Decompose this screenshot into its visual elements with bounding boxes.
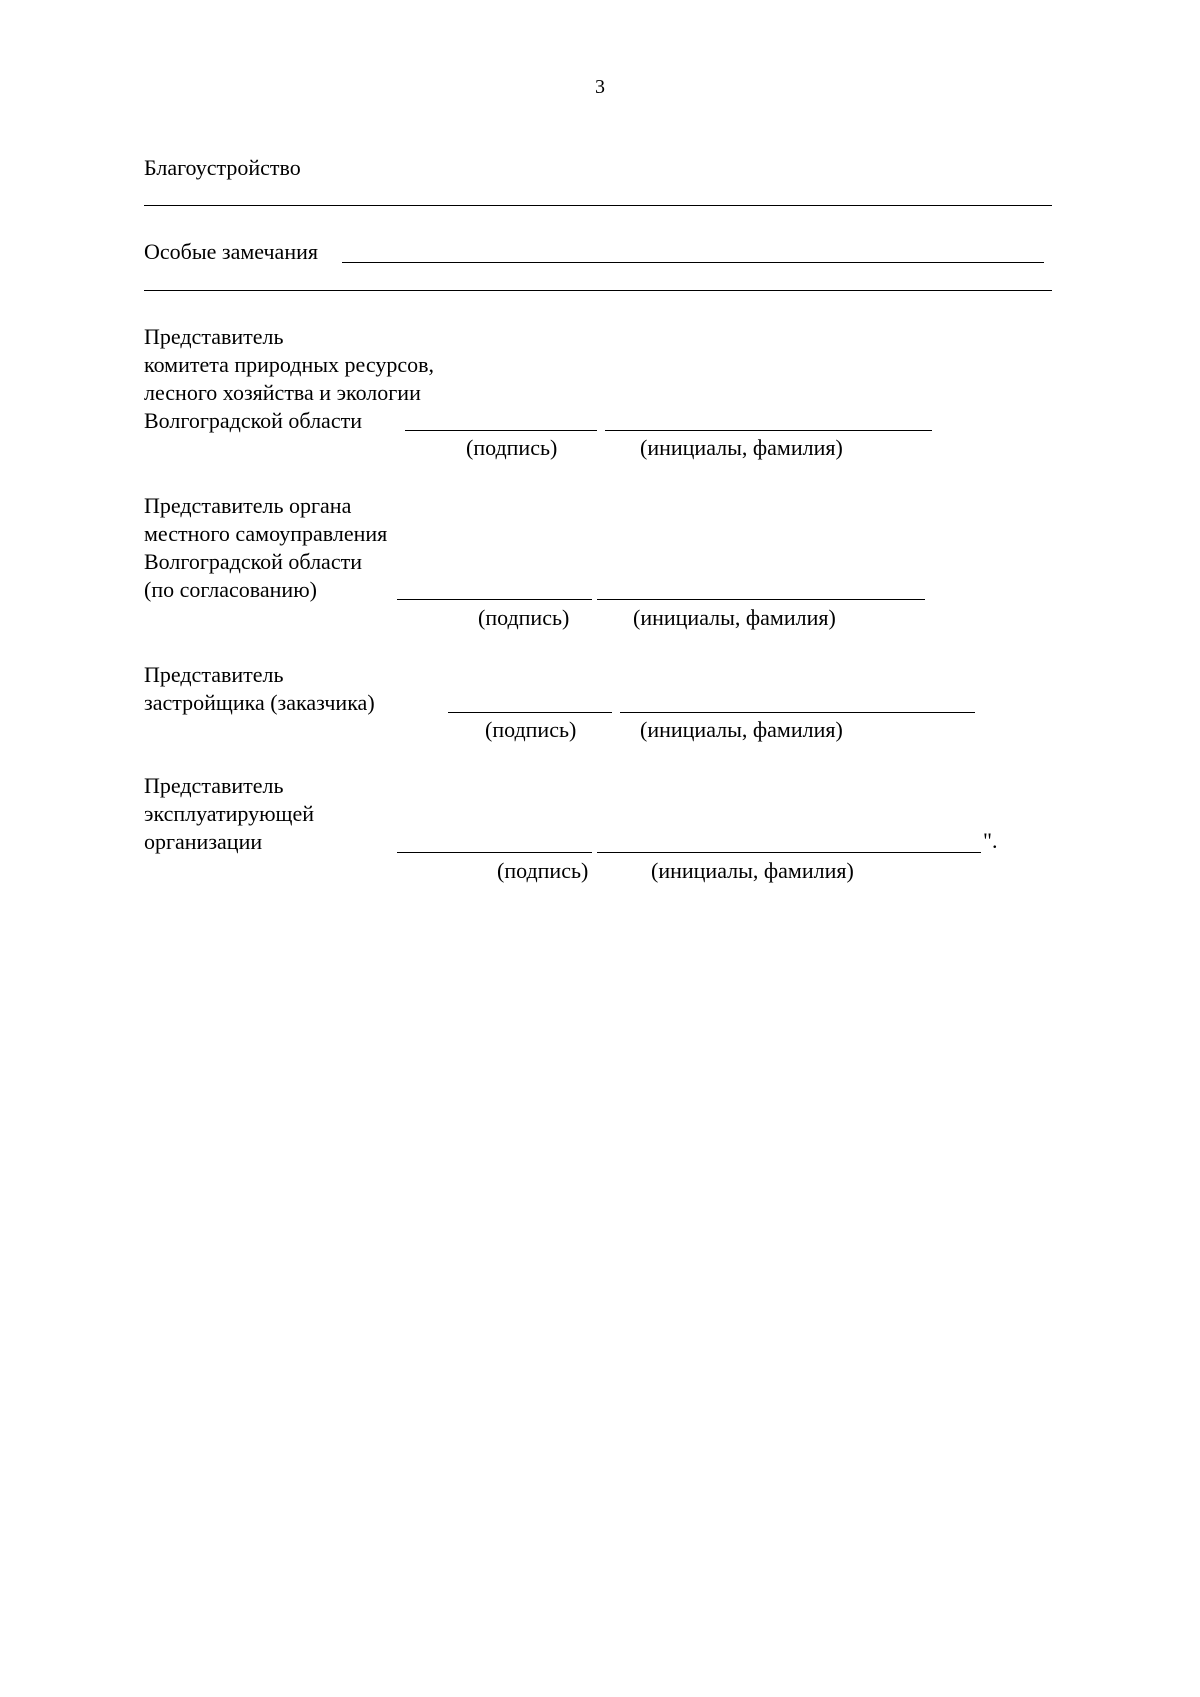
label-line: местного самоуправления <box>144 521 388 546</box>
special-remarks-label: Особые замечания <box>144 239 318 264</box>
landscaping-line <box>144 205 1052 206</box>
label-line: (по согласованию) <box>144 577 317 602</box>
label-line: Волгоградской области <box>144 549 362 574</box>
operator-name-caption: (инициалы, фамилия) <box>651 858 854 883</box>
operator-representative-label <box>144 772 314 856</box>
label-line: организации <box>144 829 263 854</box>
committee-representative-label <box>144 323 434 435</box>
operator-name-line <box>597 852 981 853</box>
local-government-representative-label <box>144 492 387 604</box>
local-government-signature-line <box>397 599 592 600</box>
label-line: лесного хозяйства и экологии <box>144 380 421 405</box>
local-government-signature-caption: (подпись) <box>478 605 570 630</box>
landscaping-label: Благоустройство <box>144 155 301 180</box>
special-remarks-line-2 <box>144 290 1052 291</box>
committee-signature-caption: (подпись) <box>466 435 558 460</box>
label-line: Представитель <box>144 324 284 349</box>
developer-name-caption: (инициалы, фамилия) <box>640 717 843 742</box>
special-remarks-line-1 <box>342 262 1044 263</box>
label-line: Представитель органа <box>144 493 352 518</box>
developer-name-line <box>620 712 975 713</box>
developer-representative-label <box>144 661 375 717</box>
label-line: Волгоградской области <box>144 408 362 433</box>
committee-name-line <box>605 430 932 431</box>
label-line: комитета природных ресурсов, <box>144 352 434 377</box>
local-government-name-line <box>597 599 925 600</box>
developer-signature-line <box>448 712 612 713</box>
label-line: Представитель <box>144 773 284 798</box>
label-line: застройщика (заказчика) <box>144 690 375 715</box>
label-line: Представитель <box>144 662 284 687</box>
page-number: 3 <box>595 76 605 98</box>
developer-signature-caption: (подпись) <box>485 717 577 742</box>
operator-signature-caption: (подпись) <box>497 858 589 883</box>
operator-signature-line <box>397 852 592 853</box>
label-line: эксплуатирующей <box>144 801 315 826</box>
closing-quote: ". <box>983 828 998 853</box>
local-government-name-caption: (инициалы, фамилия) <box>633 605 836 630</box>
committee-name-caption: (инициалы, фамилия) <box>640 435 843 460</box>
committee-signature-line <box>405 430 597 431</box>
